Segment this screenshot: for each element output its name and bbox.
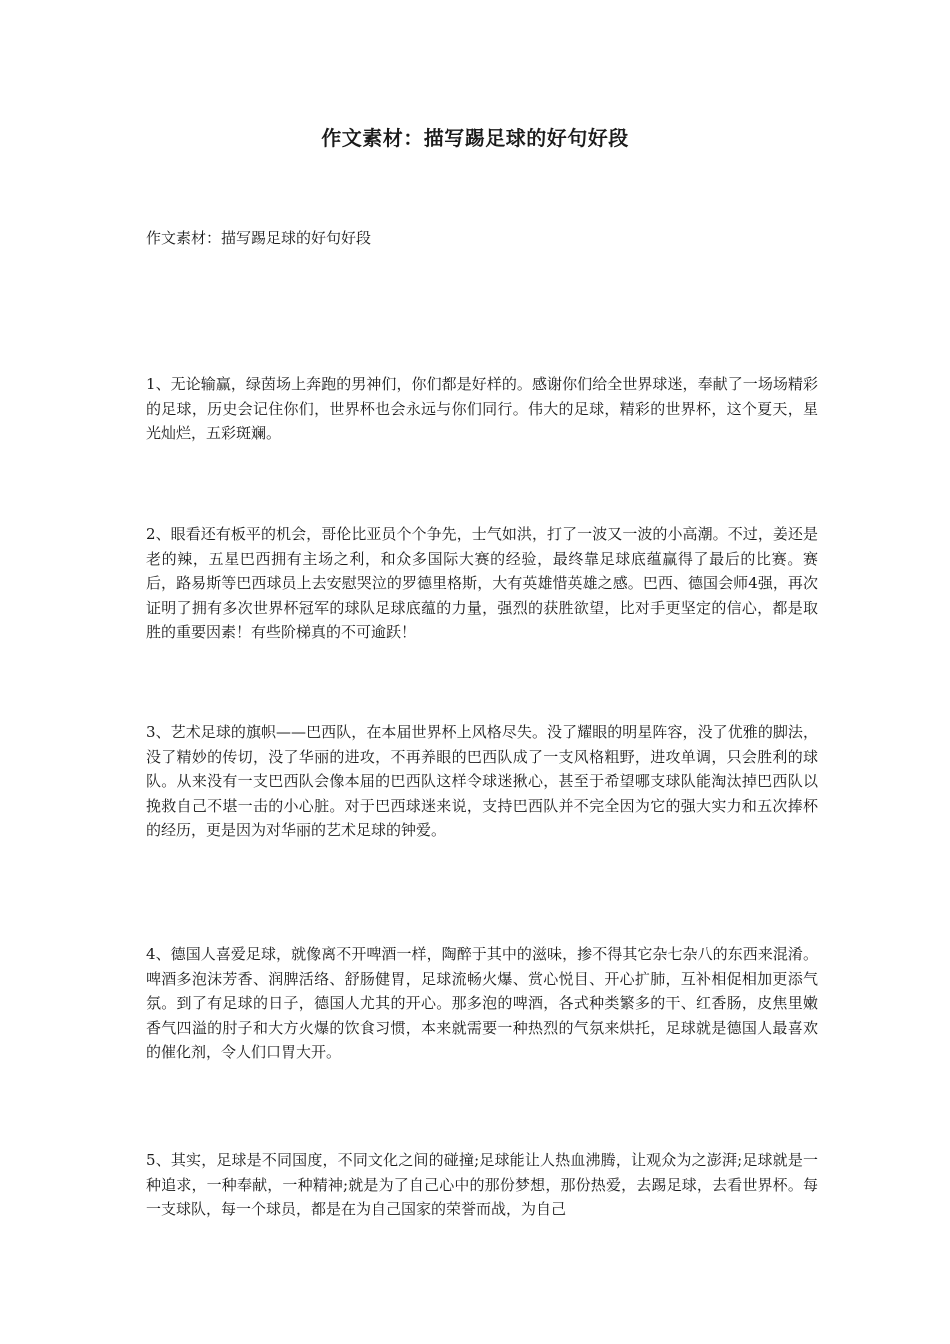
- paragraph-1: 1、无论输赢，绿茵场上奔跑的男神们，你们都是好样的。感谢你们给全世界球迷，奉献了一场场精彩的足球，历史会记住你们，世界杯也会永远与你们同行。伟大的足球，精彩的世界杯，这个夏天，星光灿烂，五彩斑斓。: [146, 375, 818, 442]
- paragraph-5: 5、其实，足球是不同国度，不同文化之间的碰撞;足球能让人热血沸腾，让观众为之澎湃;足球就是一种追求，一种奉献，一种精神;就是为了自己心中的那份梦想，那份热爱，去踢足球，去看世界杯。每一支球队，每一个球员，都是在为自己国家的荣誉而战，为自己: [146, 1151, 818, 1218]
- document-title: 作文素材：描写踢足球的好句好段: [321, 126, 629, 150]
- paragraph-2: 2、眼看还有板平的机会，哥伦比亚员个个争先，士气如洪，打了一波又一波的小高潮。不过，姜还是老的辣，五星巴西拥有主场之利，和众多国际大赛的经验，最终靠足球底蕴赢得了最后的比赛。赛后，路易斯等巴西球员上去安慰哭泣的罗德里格斯，大有英雄惜英雄之感。巴西、德国会师4强，再次证明了拥有多次世界杯冠军的球队足球底蕴的力量，强烈的获胜欲望，比对手更坚定的信心，都是取胜的重要因素！有些阶梯真的不可逾跃！: [146, 525, 818, 641]
- paragraph-4: 4、德国人喜爱足球，就像离不开啤酒一样，陶醉于其中的滋味，掺不得其它杂七杂八的东西来混淆。啤酒多泡沫芳香、润脾活络、舒肠健胃，足球流畅火爆、赏心悦目、开心扩肺，互补相促相加更添气氛。到了有足球的日子，德国人尤其的开心。那多泡的啤酒，各式种类繁多的干、红香肠，皮焦里嫩香气四溢的肘子和大方火爆的饮食习惯，本来就需要一种热烈的气氛来烘托，足球就是德国人最喜欢的催化剂，令人们口胃大开。: [146, 945, 818, 1061]
- paragraph-3: 3、艺术足球的旗帜——巴西队，在本届世界杯上风格尽失。没了耀眼的明星阵容，没了优雅的脚法，没了精妙的传切，没了华丽的进攻，不再养眼的巴西队成了一支风格粗野，进攻单调，只会胜利的球队。从来没有一支巴西队会像本届的巴西队这样令球迷揪心，甚至于希望哪支球队能淘汰掉巴西队以挽救自己不堪一击的小心脏。对于巴西球迷来说，支持巴西队并不完全因为它的强大实力和五次捧杯的经历，更是因为对华丽的艺术足球的钟爱。: [146, 723, 818, 839]
- document-subtitle: 作文素材：描写踢足球的好句好段: [146, 229, 372, 247]
